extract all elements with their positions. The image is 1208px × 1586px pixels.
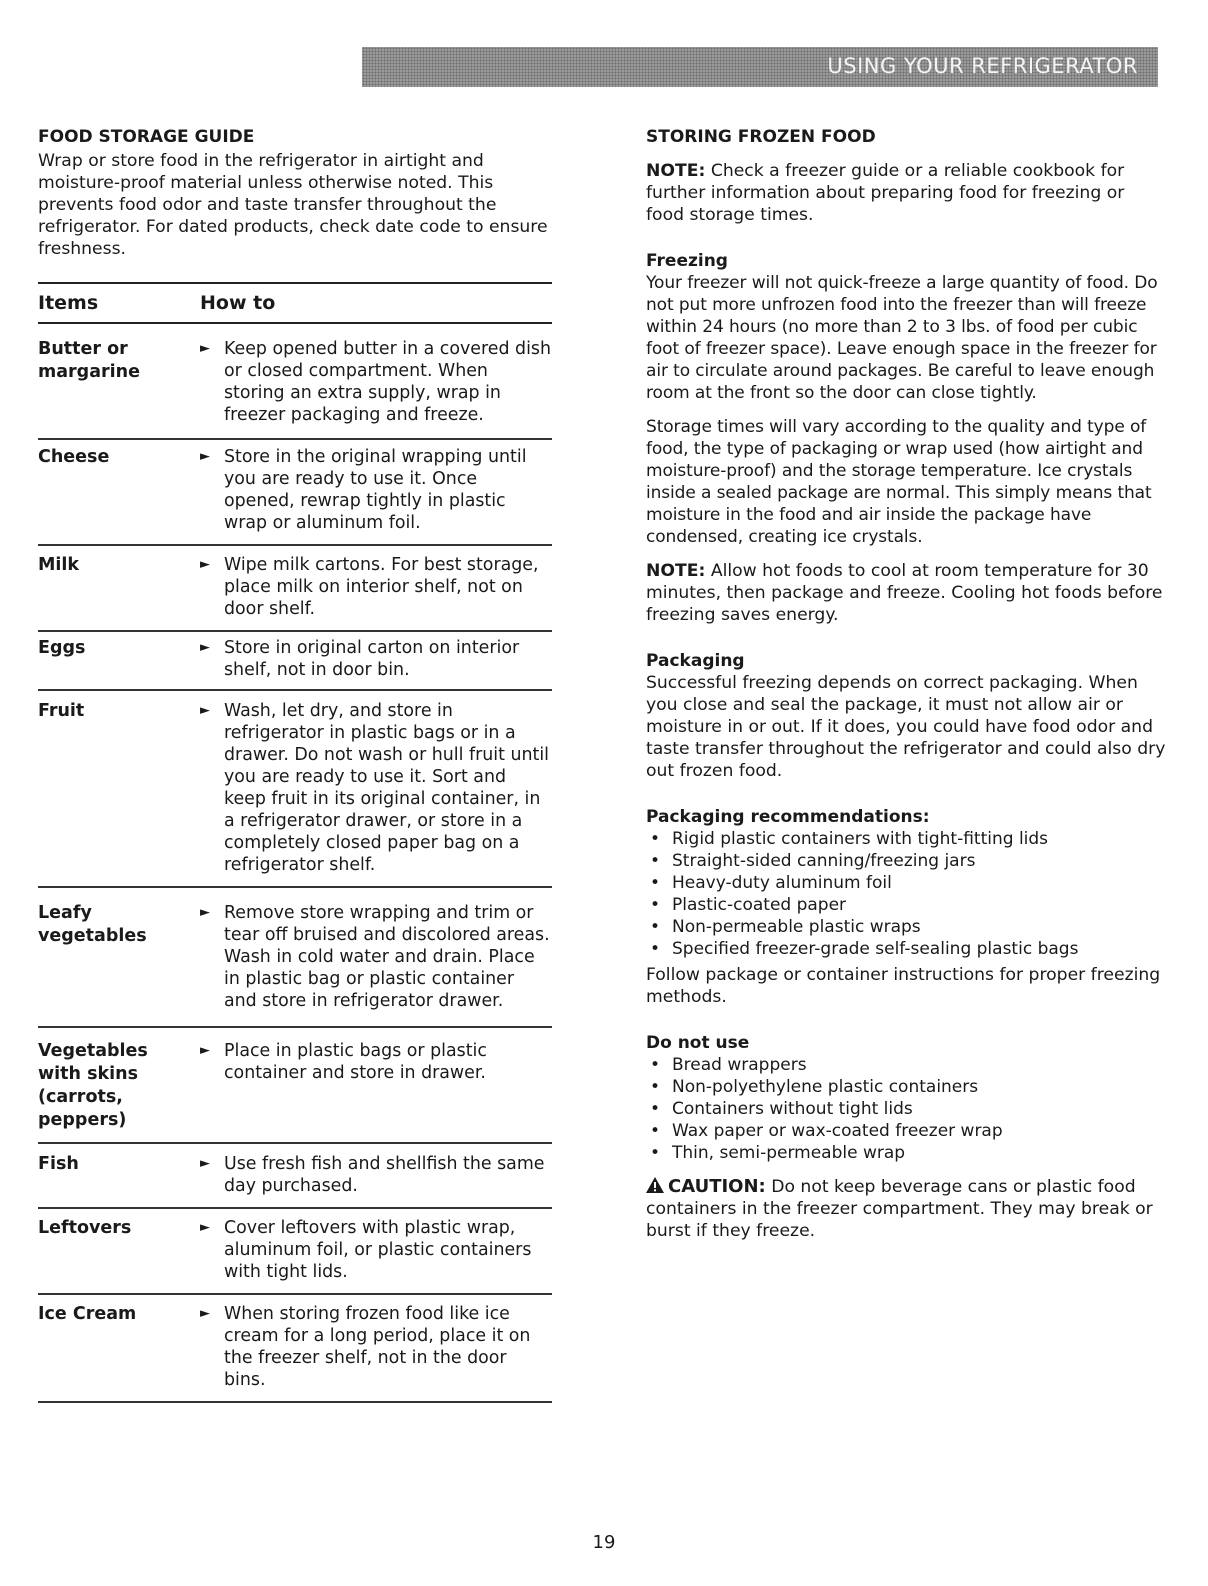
food-storage-guide-column (38, 126, 552, 1403)
packaging-paragraph: Successful freezing depends on correct packaging. When you close and seal the package, it must not allow air or moisture in or out. If it does, you could have food odor and taste transfer throughout the refrigerator and could also dry out frozen food. (646, 673, 1166, 781)
table-row (38, 546, 552, 632)
column-header-items: Items (38, 292, 99, 314)
packaging-title: Packaging (646, 651, 745, 671)
storing-frozen-food-title: STORING FROZEN FOOD (646, 127, 876, 147)
row-item: Butter or margarine (38, 339, 140, 382)
arrow-right-icon: ► (200, 449, 210, 464)
table-row (38, 324, 552, 440)
list-item: • Containers without tight lids (650, 1099, 913, 1119)
row-item: Fish (38, 1154, 79, 1174)
row-how-to: Keep opened butter in a covered dish or closed compartment. When storing an extra supply, wrap in freezer packaging and freeze. (224, 339, 551, 425)
row-item: Vegetables with skins (carrots, peppers) (38, 1041, 148, 1130)
arrow-right-icon: ► (200, 1306, 210, 1321)
packaging-recommendations-list (646, 828, 1166, 960)
row-item: Eggs (38, 638, 86, 658)
row-how-to: Use fresh fish and shellfish the same day purchased. (224, 1154, 545, 1196)
do-not-use-list (646, 1054, 1166, 1164)
arrow-right-icon: ► (200, 1156, 210, 1171)
table-row (38, 1144, 552, 1209)
caution-paragraph: CAUTION: Do not keep beverage cans or plastic food containers in the freezer compartment. They may break or burst if they freeze. (646, 1176, 1153, 1241)
packaging-recommendations-title: Packaging recommendations: (646, 807, 930, 827)
list-item: • Specified freezer-grade self-sealing plastic bags (650, 939, 1079, 959)
table-header (38, 284, 552, 324)
row-how-to: Wipe milk cartons. For best storage, place milk on interior shelf, not on door shelf. (224, 555, 539, 619)
list-item: • Non-polyethylene plastic containers (650, 1077, 979, 1097)
row-item: Leftovers (38, 1218, 132, 1238)
warning-triangle-icon (646, 1177, 664, 1193)
row-how-to: Place in plastic bags or plastic container and store in drawer. (224, 1041, 487, 1083)
arrow-right-icon: ► (200, 1220, 210, 1235)
caution-label: CAUTION: (668, 1176, 766, 1197)
banner-title: USING YOUR REFRIGERATOR (827, 54, 1138, 78)
list-item: • Bread wrappers (650, 1055, 807, 1075)
table-row (38, 632, 552, 691)
note-check-freezer-guide: NOTE: Check a freezer guide or a reliable cookbook for further information about preparing food for freezing or food storage times. (646, 161, 1125, 225)
row-item: Fruit (38, 701, 85, 721)
table-row (38, 440, 552, 546)
row-how-to: Store in original carton on interior shelf, not in door bin. (224, 638, 520, 680)
arrow-right-icon: ► (200, 640, 210, 655)
do-not-use-title: Do not use (646, 1033, 750, 1053)
food-storage-table (38, 282, 552, 1403)
list-item: • Thin, semi-permeable wrap (650, 1143, 906, 1163)
row-how-to: Store in the original wrapping until you are ready to use it. Once opened, rewrap tightly in plastic wrap or aluminum foil. (224, 447, 527, 533)
row-how-to: Wash, let dry, and store in refrigerator in plastic bags or in a drawer. Do not wash or hull fruit until you are ready to use it. Sort and keep fruit in its original container, in a refrigerator drawer, or store in a completely closed paper bag on a refrigerator shelf. (224, 701, 549, 875)
storing-frozen-food-column (646, 126, 1166, 1242)
table-row (38, 1295, 552, 1403)
list-item: • Non-permeable plastic wraps (650, 917, 921, 937)
freezing-paragraph-2: Storage times will vary according to the quality and type of food, the type of packaging or wrap used (how airtight and moisture-proof) and the storage temperature. Ice crystals inside a sealed package are normal. This simply means that moisture in the food and air inside the package have condensed, creating ice crystals. (646, 417, 1152, 547)
freezing-paragraph-1: Your freezer will not quick-freeze a large quantity of food. Do not put more unfrozen food into the freezer than will freeze within 24 hours (no more than 2 to 3 lbs. of food per cubic foot of freezer space). Leave enough space in the freezer for air to circulate around packages. Be careful to leave enough room at the front so the door can close tightly. (646, 273, 1158, 403)
row-item: Leafy vegetables (38, 903, 147, 946)
note-label: NOTE: (646, 161, 706, 181)
list-item: • Wax paper or wax-coated freezer wrap (650, 1121, 1003, 1141)
note-label: NOTE: (646, 561, 706, 581)
list-item: • Rigid plastic containers with tight-fitting lids (650, 829, 1049, 849)
column-header-how-to: How to (200, 292, 276, 314)
arrow-right-icon: ► (200, 557, 210, 572)
list-item: • Heavy-duty aluminum foil (650, 873, 892, 893)
row-how-to: When storing frozen food like ice cream for a long period, place it on the freezer shelf, not in the door bins. (224, 1304, 531, 1390)
table-row (38, 691, 552, 888)
food-storage-guide-intro: Wrap or store food in the refrigerator in airtight and moisture-proof material unless otherwise noted. This prevents food odor and taste transfer throughout the refrigerator. For dated products, check date code to ensure freshness. (38, 151, 548, 259)
follow-instructions-paragraph: Follow package or container instructions for proper freezing methods. (646, 965, 1161, 1007)
arrow-right-icon: ► (200, 1043, 210, 1058)
arrow-right-icon: ► (200, 703, 210, 718)
freezing-title: Freezing (646, 251, 728, 271)
note-hot-foods: NOTE: Allow hot foods to cool at room temperature for 30 minutes, then package and freeze. Cooling hot foods before freezing saves energy. (646, 561, 1163, 625)
page-number: 19 (592, 1532, 616, 1553)
row-how-to: Remove store wrapping and trim or tear off bruised and discolored areas. Wash in cold water and drain. Place in plastic bag or plastic container and store in refrigerator drawer. (224, 903, 550, 1011)
table-row (38, 1209, 552, 1295)
table-row (38, 888, 552, 1028)
arrow-right-icon: ► (200, 905, 210, 920)
arrow-right-icon: ► (200, 341, 210, 356)
food-storage-guide-title: FOOD STORAGE GUIDE (38, 127, 255, 147)
row-item: Milk (38, 555, 80, 575)
section-banner (362, 47, 1158, 87)
list-item: • Plastic-coated paper (650, 895, 847, 915)
row-item: Ice Cream (38, 1304, 137, 1324)
row-item: Cheese (38, 447, 110, 467)
list-item: • Straight-sided canning/freezing jars (650, 851, 976, 871)
row-how-to: Cover leftovers with plastic wrap, aluminum foil, or plastic containers with tight lids. (224, 1218, 532, 1282)
table-row (38, 1028, 552, 1144)
